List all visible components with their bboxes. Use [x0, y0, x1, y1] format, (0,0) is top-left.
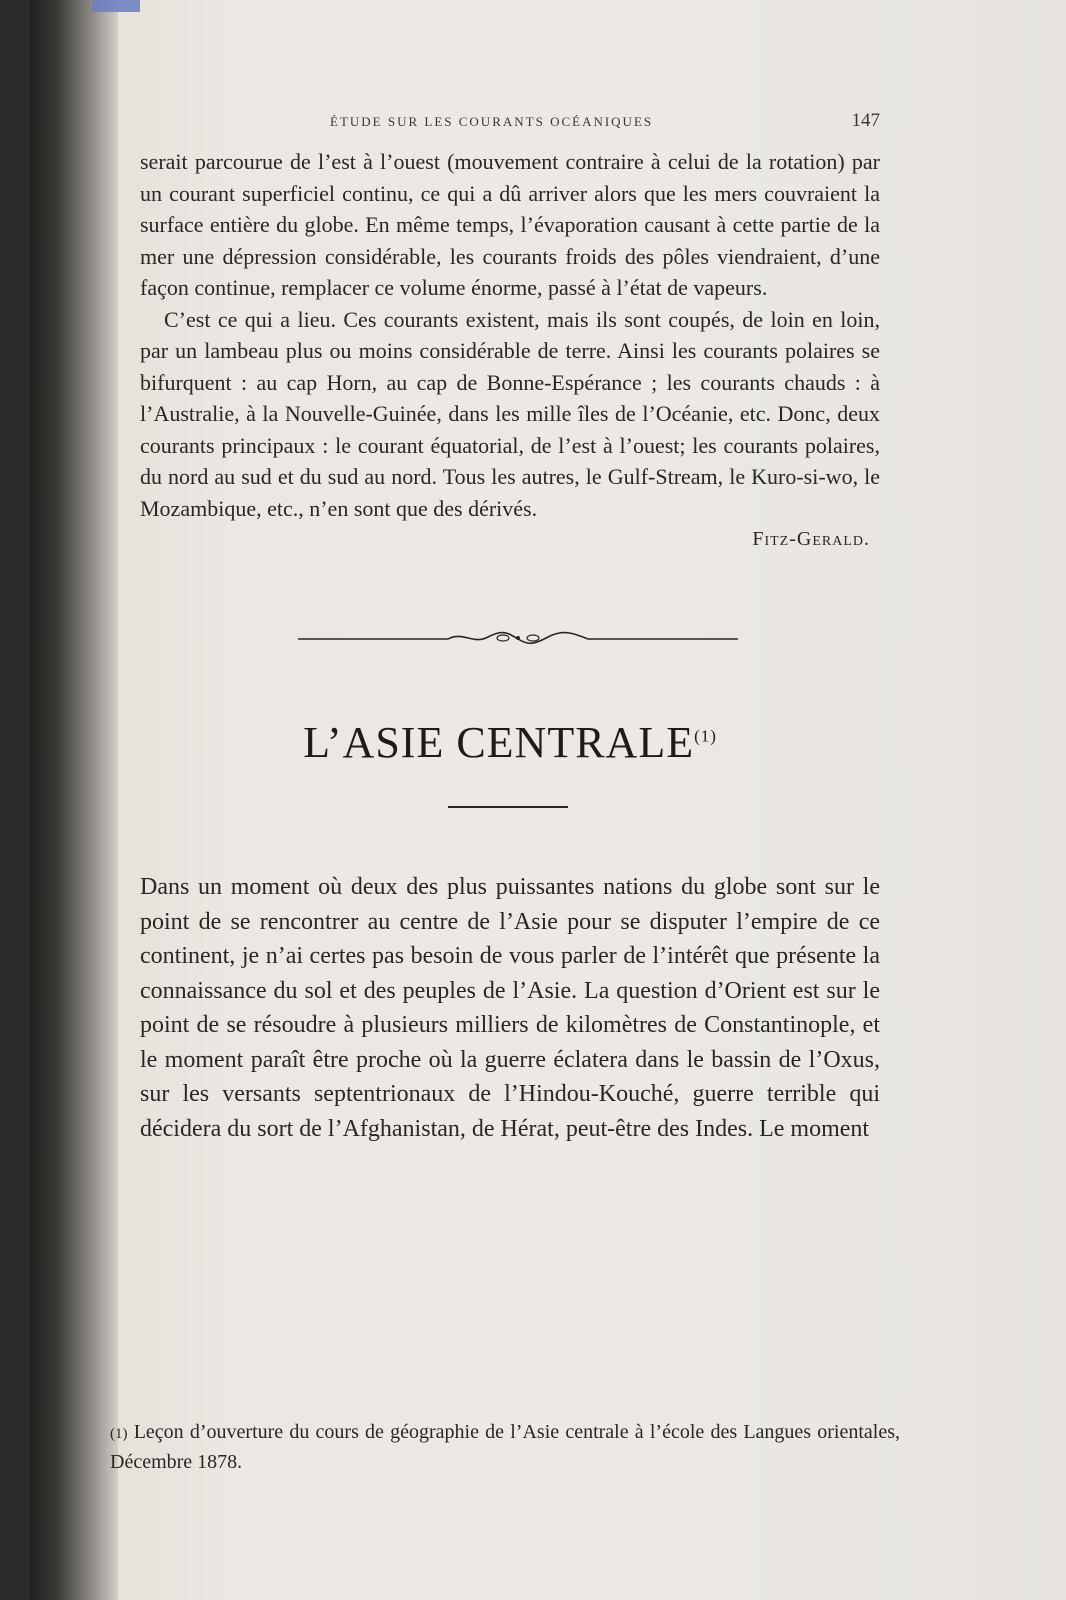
paragraph-continuation: serait parcourue de l’est à l’ouest (mouvement contraire à celui de la rotation) par un courant superficiel continu, ce qui a dû arriver alors que les mers couvraient la surface entière du globe. En même temps, l’évaporation causant à cette partie de la mer une dépression considérable, les courants froids des pôles viendraient, d’une façon continue, remplacer ce volume énorme, passé à l’état de vapeurs. — [140, 149, 880, 300]
chapter-title — [140, 717, 880, 768]
book-gutter — [30, 0, 118, 1600]
chapter-title-text: L’ASIE CENTRALE — [303, 718, 695, 767]
footnote-marker: (1) — [110, 1426, 128, 1442]
chapter-footnote-marker: (1) — [694, 726, 717, 746]
ornament-divider-icon — [298, 631, 738, 645]
ornament-divider — [298, 631, 738, 645]
author-signature: Fitz-Gerald. — [752, 528, 870, 550]
running-head-title: ÉTUDE SUR LES COURANTS OCÉANIQUES — [330, 114, 654, 129]
title-underline — [448, 806, 568, 808]
bookmark-ribbon — [92, 0, 140, 12]
paragraph-currents: C’est ce qui a lieu. Ces courants existent, mais ils sont coupés, de loin en loin, par un lambeau plus ou moins considérable de terre. Ainsi les courants polaires se bifurquent : au cap Horn, au cap de Bonne-Espérance ; les courants chauds : à l’Australie, à la Nouvelle-Guinée, dans les mille îles de l’Océanie, etc. Donc, deux courants principaux : le courant équatorial, de l’est à l’ouest; les courants polaires, du nord au sud et du sud au nord. Tous les autres, le Gulf-Stream, le Kuro-si-wo, le Mozambique, etc., n’en sont que des dérivés. — [140, 306, 880, 521]
page-number: 147 — [851, 110, 880, 131]
page-content — [140, 110, 880, 1146]
paragraph-asie-intro: Dans un moment où deux des plus puissantes nations du globe sont sur le point de se rencontrer au centre de l’Asie pour se disputer l’empire de ce continent, je n’ai certes pas besoin de vous parler de l’intérêt que présente la connaissance du sol et des peuples de l’Asie. La question d’Orient est sur le point de se résoudre à plusieurs milliers de kilomètres de Constantinople, et le moment paraît être proche où la guerre éclatera dans le bassin de l’Oxus, sur les versants septentrionaux de l’Hindou-Kouché, guerre terrible qui décidera du sort de l’Afghanistan, de Hérat, peut-être des Indes. Le moment — [140, 874, 880, 1142]
chapter-body — [140, 870, 880, 1146]
footnote — [110, 1418, 900, 1476]
running-head — [140, 110, 880, 132]
footnote-text: Leçon d’ouverture du cours de géographie de l’Asie centrale à l’école des Langues orientales, Décembre 1878. — [110, 1421, 901, 1473]
